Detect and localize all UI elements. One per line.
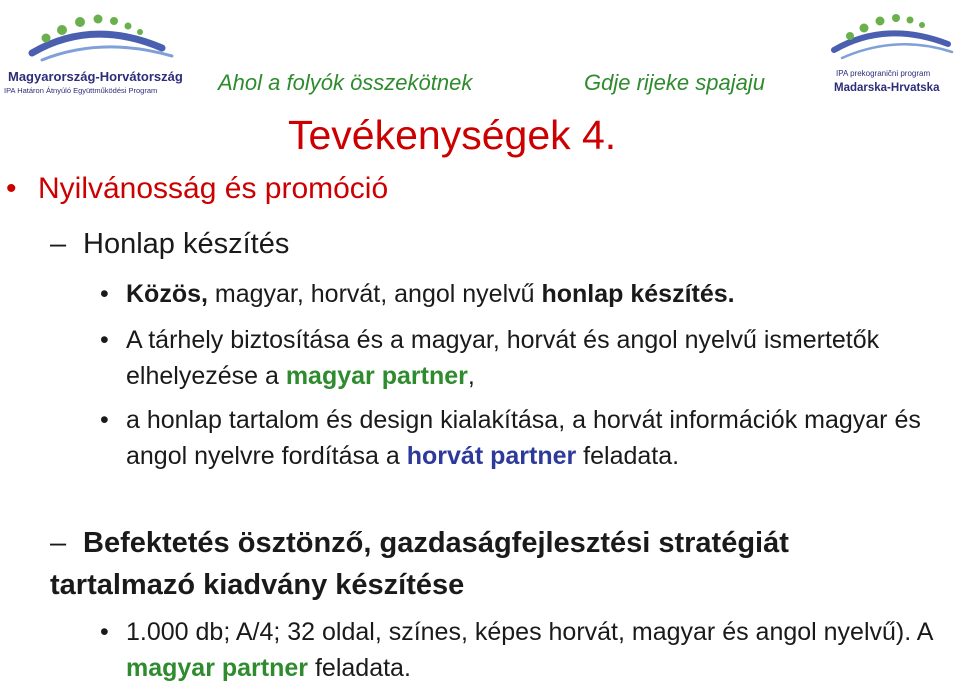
partner-highlight: magyar partner <box>126 654 309 682</box>
dash-icon: – <box>50 527 67 559</box>
text: 1.000 db; A/4; 32 oldal, színes, képes horvát, magyar és angol nyelvű). A <box>126 618 933 646</box>
flying-birds-logo-icon <box>2 8 192 68</box>
bullet-icon: • <box>6 172 17 205</box>
text-bold: honlap készítés. <box>541 280 735 308</box>
subsection-label: Honlap készítés <box>83 228 290 260</box>
list-item <box>100 614 960 686</box>
text: feladata. <box>576 442 680 470</box>
bullet-icon: • <box>100 406 109 434</box>
list-item <box>100 402 960 474</box>
logo-right <box>826 8 956 103</box>
text: A tárhely biztosítása és a magyar, horvát és angol nyelvű ismertetők elhelyezése a <box>126 326 880 390</box>
list-item <box>100 276 960 312</box>
logo-left-name: Magyarország-Horvátország <box>8 69 183 84</box>
text: a honlap tartalom és design kialakítása, a horvát információk magyar és angol nyelvre fordítása a <box>126 406 921 470</box>
tagline-croatian: Gdje rijeke spajaju <box>584 70 765 95</box>
section-label: Nyilvánosság és promóció <box>38 172 389 205</box>
bullet-icon: • <box>100 618 109 646</box>
bullet-icon: • <box>100 326 109 354</box>
list-item <box>100 322 960 394</box>
logo-left-subtitle: IPA Határon Átnyúló Együttműködési Program <box>4 86 158 95</box>
tagline-hungarian: Ahol a folyók összekötnek <box>218 70 473 95</box>
subsection-heading-publication <box>50 522 930 606</box>
text: magyar, horvát, angol nyelvű <box>207 280 542 308</box>
logo-left <box>2 8 192 103</box>
subsection-heading-website <box>50 228 289 261</box>
section-heading <box>6 172 388 206</box>
text: feladata. <box>308 654 411 682</box>
text-bold: Közös, <box>126 280 208 308</box>
dash-icon: – <box>50 228 67 260</box>
slide-title: Tevékenységek 4. <box>288 112 617 158</box>
text: , <box>467 362 475 390</box>
bullet-icon: • <box>100 280 109 308</box>
partner-highlight: magyar partner <box>285 362 468 390</box>
subsection-label: Befektetés ösztönző, gazdaságfejlesztési stratégiát tartalmazó kiadvány készítése <box>50 527 789 601</box>
partner-highlight: horvát partner <box>406 442 577 470</box>
logo-right-name: Madarska-Hrvatska <box>834 82 940 94</box>
logo-right-subtitle: IPA prekogranični program <box>836 69 931 78</box>
flying-birds-logo-icon <box>826 8 956 66</box>
